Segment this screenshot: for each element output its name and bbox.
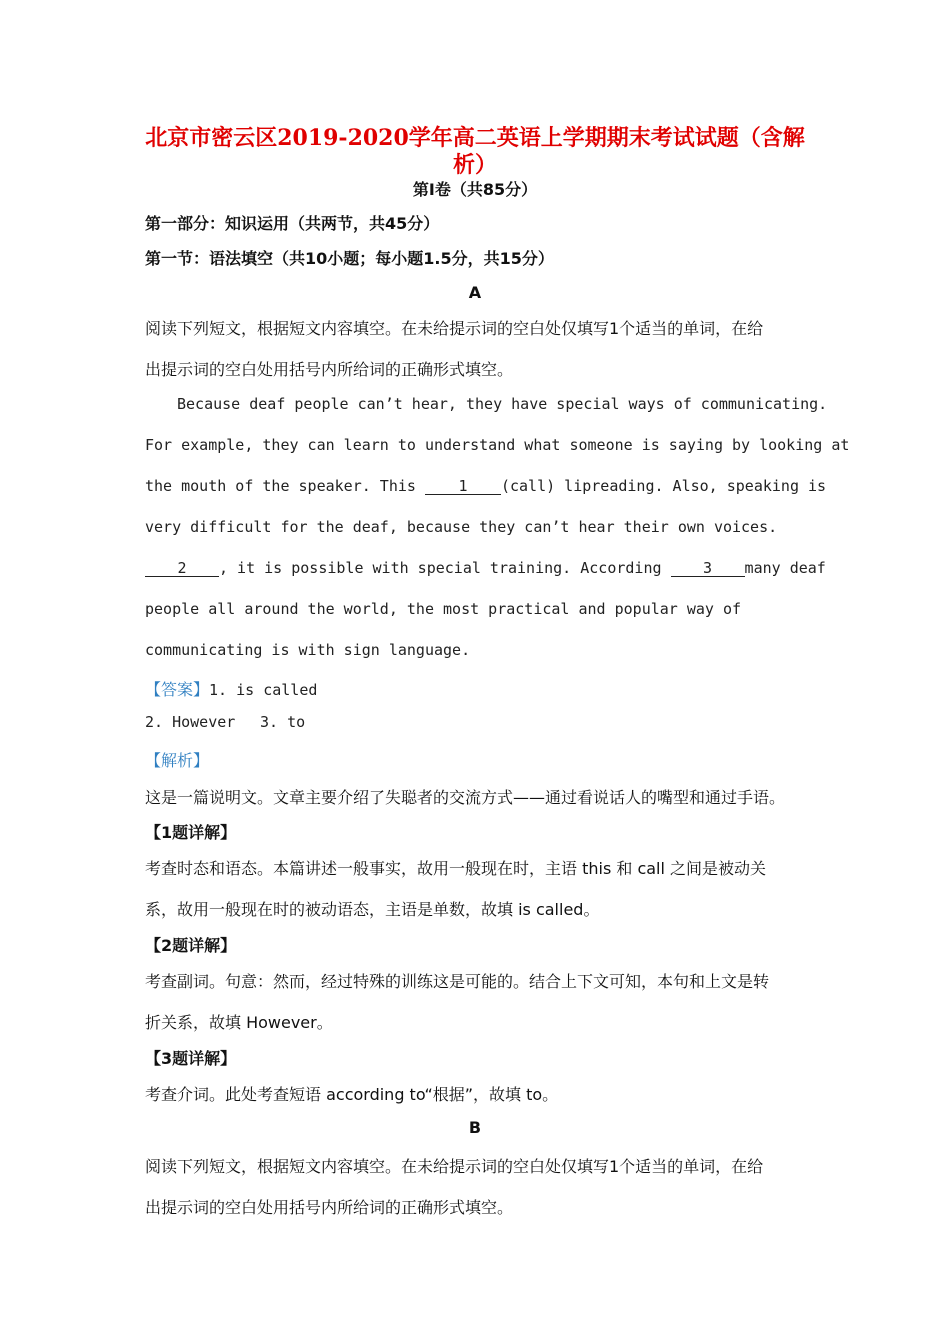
passage-a-line-5-middle: , it is possible with special training. According [219, 559, 671, 577]
detail-1-line-1: 考查时态和语态。本篇讲述一般事实，故用一般现在时，主语 this 和 call 之间是被动关 [145, 859, 767, 878]
passage-b-label: B [468, 1118, 482, 1137]
passage-a-line-4: very difficult for the deaf, because they can’t hear their own voices. [145, 518, 778, 536]
detail-1-heading: 【1题详解】 [145, 823, 237, 842]
passage-a-line-3-end: (call) lipreading. Also, speaking is [500, 477, 827, 495]
detail-1-line-2: 系，故用一般现在时的被动语态，主语是单数，故填 is called。 [145, 900, 600, 919]
passage-a-line-3 [145, 477, 826, 495]
answer-1: 1. is called [209, 681, 318, 699]
analysis-tag: 【解析】 [145, 751, 210, 770]
passage-a-line-7: communicating is with sign language. [145, 641, 471, 659]
answer-2: 2. However [145, 713, 236, 731]
section-heading: 第一节：语法填空（共10小题；每小题1.5分，共15分） [145, 249, 554, 268]
passage-a-label: A [468, 283, 482, 302]
passage-a-line-5 [145, 559, 826, 577]
passage-a-instruction-1: 阅读下列短文，根据短文内容填空。在未给提示词的空白处仅填写1个适当的单词，在给 [145, 319, 764, 338]
volume-heading: 第Ⅰ卷（共85分） [412, 180, 538, 199]
detail-2-line-1: 考查副词。句意：然而，经过特殊的训练这是可能的。结合上下文可知，本句和上文是转 [145, 972, 770, 991]
document-title-line-1: 北京市密云区2019-2020学年高二英语上学期期末考试试题（含解 [145, 125, 805, 151]
detail-3-line-1: 考查介词。此处考查短语 according to“根据”，故填 to。 [145, 1085, 559, 1104]
blank-3: 3 [671, 560, 745, 577]
blank-1: 1 [425, 478, 501, 495]
passage-a-line-1: Because deaf people can’t hear, they have special ways of communicating. [177, 395, 828, 413]
passage-a-line-2: For example, they can learn to understand what someone is saying by looking at [145, 436, 850, 454]
answer-line-1 [145, 677, 317, 700]
passage-b-instruction-2: 出提示词的空白处用括号内所给词的正确形式填空。 [145, 1198, 514, 1217]
analysis-summary: 这是一篇说明文。文章主要介绍了失聪者的交流方式——通过看说话人的嘴型和通过手语。 [145, 788, 786, 807]
answer-tag: 【答案】 [145, 680, 210, 699]
detail-3-heading: 【3题详解】 [145, 1049, 237, 1068]
blank-2: 2 [145, 560, 219, 577]
passage-a-instruction-2: 出提示词的空白处用括号内所给词的正确形式填空。 [145, 360, 514, 379]
detail-2-line-2: 折关系，故填 However。 [145, 1013, 333, 1032]
part-heading: 第一部分：知识运用（共两节，共45分） [145, 214, 440, 233]
passage-b-instruction-1: 阅读下列短文，根据短文内容填空。在未给提示词的空白处仅填写1个适当的单词，在给 [145, 1157, 764, 1176]
passage-a-line-5-end: many deaf [744, 559, 826, 577]
answer-3: 3. to [260, 713, 306, 731]
document-title-line-2: 析） [452, 152, 497, 178]
passage-a-line-6: people all around the world, the most practical and popular way of [145, 600, 742, 618]
passage-a-line-3-start: the mouth of the speaker. This [145, 477, 425, 495]
detail-2-heading: 【2题详解】 [145, 936, 237, 955]
